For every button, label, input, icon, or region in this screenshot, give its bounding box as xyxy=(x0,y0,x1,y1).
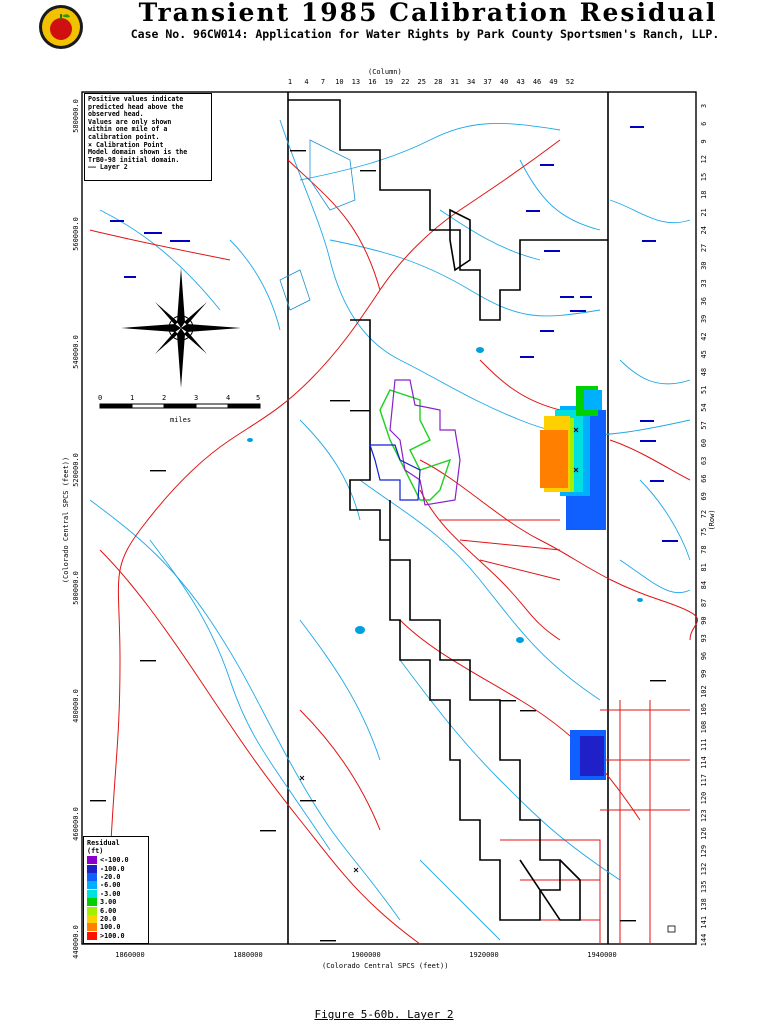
notes-box xyxy=(84,93,212,181)
legend-label: -100.0 xyxy=(100,864,125,873)
column-tick-label: 10 xyxy=(335,78,344,86)
legend-item xyxy=(87,873,145,881)
row-tick-label: 114 xyxy=(700,756,708,769)
row-tick-label: 132 xyxy=(700,862,708,876)
legend-label: 6.00 xyxy=(100,906,117,915)
row-tick-label: 93 xyxy=(700,634,708,643)
legend-swatch xyxy=(87,932,97,940)
row-tick-label: 144 xyxy=(700,933,708,947)
row-tick-label: 120 xyxy=(700,791,708,805)
row-tick-label: 123 xyxy=(700,809,708,823)
column-tick-label: 19 xyxy=(384,78,394,86)
column-tick-label: 52 xyxy=(565,78,575,86)
x-tick-label: 1880000 xyxy=(233,951,263,959)
legend-label: <-100.0 xyxy=(100,856,129,865)
row-tick-label: 24 xyxy=(700,225,708,235)
row-tick-label: 81 xyxy=(700,563,708,572)
y-tick-label: 440000.0 xyxy=(72,925,80,959)
note-line: Model domain shown is the xyxy=(88,148,188,157)
y-tick-label: 540000.0 xyxy=(72,335,80,369)
legend-item xyxy=(87,856,145,864)
legend-item xyxy=(87,864,145,872)
legend-label: 100.0 xyxy=(100,923,121,932)
legend-swatch xyxy=(87,873,97,881)
legend-item xyxy=(87,915,145,923)
legend-label: 20.0 xyxy=(100,914,117,923)
scale-bar xyxy=(100,404,260,408)
note-line: TrB0-98 initial domain. xyxy=(88,155,180,164)
note-line: calibration point. xyxy=(88,132,160,141)
row-tick-label: 30 xyxy=(700,261,708,270)
scale-tick-1: 1 xyxy=(130,394,135,402)
legend-item xyxy=(87,932,145,940)
row-tick-label: 9 xyxy=(700,139,708,144)
column-tick-label: 37 xyxy=(483,78,492,86)
scale-tick-4: 4 xyxy=(226,394,231,402)
legend-label: -6.00 xyxy=(100,881,121,890)
legend-item xyxy=(87,881,145,889)
column-tick-label: 34 xyxy=(466,78,476,86)
colorado-logo xyxy=(38,4,84,50)
column-tick-label: 4 xyxy=(304,78,309,86)
row-tick-label: 141 xyxy=(700,915,708,929)
row-tick-label: 90 xyxy=(700,616,708,625)
column-tick-label: 13 xyxy=(351,78,361,86)
row-tick-label: 39 xyxy=(700,314,708,324)
legend-label: 3.00 xyxy=(100,898,117,907)
legend-item xyxy=(87,890,145,898)
note-line: within one mile of a xyxy=(88,125,168,134)
legend-swatch xyxy=(87,915,97,923)
note-line: Positive values indicate xyxy=(88,95,184,103)
row-tick-label: 138 xyxy=(700,898,708,911)
row-tick-label: 45 xyxy=(700,350,708,359)
column-tick-label: 22 xyxy=(401,78,410,86)
legend-swatch xyxy=(87,923,97,931)
x-ticks xyxy=(115,951,617,959)
x-tick-label: 1920000 xyxy=(469,951,499,959)
row-tick-label: 15 xyxy=(700,172,708,182)
row-tick-label: 12 xyxy=(700,155,708,164)
row-tick-label: 117 xyxy=(700,773,708,787)
row-tick-label: 36 xyxy=(700,296,708,306)
legend-swatch xyxy=(87,890,97,898)
legend-item xyxy=(87,906,145,914)
y-tick-label: 480000.0 xyxy=(72,689,80,723)
legend-swatch xyxy=(87,856,97,864)
page-subtitle: Case No. 96CW014: Application for Water Rights by Park County Sportsmen's Ranch, LLP. xyxy=(130,27,720,41)
column-tick-label: 1 xyxy=(287,78,293,86)
left-axis-label: (Colorado Central SPCS (feet)) xyxy=(62,456,70,584)
y-tick-label: 500000.0 xyxy=(72,571,80,605)
row-tick-label: 102 xyxy=(700,685,708,698)
row-tick-label: 33 xyxy=(700,279,708,288)
row-tick-label: 126 xyxy=(700,827,708,840)
row-tick-label: 96 xyxy=(700,651,708,661)
row-tick-label: 48 xyxy=(700,367,708,377)
row-tick-label: 51 xyxy=(700,385,708,395)
row-tick-label: 60 xyxy=(700,438,708,448)
row-tick-label: 63 xyxy=(700,456,708,466)
row-tick-label: 105 xyxy=(700,702,708,716)
scale-tick-2: 2 xyxy=(162,394,167,402)
y-tick-label: 460000.0 xyxy=(72,807,80,841)
row-tick-label: 57 xyxy=(700,421,708,430)
residual-patch-south xyxy=(570,730,606,780)
x-tick-label: 1860000 xyxy=(115,951,145,959)
row-tick-label: 42 xyxy=(700,332,708,341)
row-tick-label: 75 xyxy=(700,527,708,537)
row-tick-label: 54 xyxy=(700,403,708,412)
x-tick-label: 1940000 xyxy=(587,951,617,959)
column-tick-label: 25 xyxy=(417,78,426,86)
legend-swatch xyxy=(87,898,97,906)
legend-label: -3.00 xyxy=(100,889,121,898)
row-tick-label: 108 xyxy=(700,720,708,734)
page-title: Transient 1985 Calibration Residual xyxy=(138,0,718,27)
legend-item xyxy=(87,898,145,906)
column-tick-label: 28 xyxy=(434,78,443,86)
note-line: predicted head above the xyxy=(88,102,184,111)
row-tick-label: 99 xyxy=(700,669,708,679)
scale-tick-3: 3 xyxy=(194,394,199,402)
column-ticks xyxy=(288,78,574,86)
top-axis-label: (Column) xyxy=(368,68,402,76)
row-tick-label: 87 xyxy=(700,598,708,608)
legend-title: Residual xyxy=(87,839,120,847)
row-tick-label: 78 xyxy=(700,545,708,554)
right-axis-label: (Row) xyxy=(708,509,716,531)
row-tick-label: 27 xyxy=(700,243,708,253)
row-tick-label: 111 xyxy=(700,738,708,752)
note-line: —— Layer 2 xyxy=(88,163,128,172)
legend-label: >100.0 xyxy=(100,931,125,940)
scale-tick-0: 0 xyxy=(98,394,103,402)
column-tick-label: 31 xyxy=(450,78,459,86)
y-tick-label: 520000.0 xyxy=(72,453,80,487)
legend-swatch xyxy=(87,881,97,889)
note-line: × Calibration Point xyxy=(88,140,164,149)
y-tick-label: 560000.0 xyxy=(72,217,80,251)
column-tick-label: 46 xyxy=(532,78,542,86)
row-tick-label: 129 xyxy=(700,844,708,858)
legend-swatch xyxy=(87,865,97,873)
row-tick-label: 6 xyxy=(700,121,708,126)
y-tick-label: 580000.0 xyxy=(72,99,80,133)
legend-swatch xyxy=(87,907,97,915)
legend-label: -20.0 xyxy=(100,872,121,881)
figure-caption: Figure 5-60b. Layer 2 xyxy=(314,1008,454,1021)
note-line: observed head. xyxy=(88,110,144,119)
scale-tick-5: 5 xyxy=(256,394,261,402)
row-tick-label: 66 xyxy=(700,474,708,483)
row-tick-label: 135 xyxy=(700,880,708,894)
row-ticks xyxy=(700,104,708,946)
column-tick-label: 43 xyxy=(516,78,525,86)
column-tick-label: 7 xyxy=(320,78,326,86)
legend-item xyxy=(87,923,145,931)
note-line: Values are only shown xyxy=(88,117,172,126)
row-tick-label: 3 xyxy=(700,103,708,109)
scale-unit: miles xyxy=(170,416,192,424)
bottom-axis-label: (Colorado Central SPCS (feet)) xyxy=(322,962,449,970)
row-tick-label: 72 xyxy=(700,509,708,519)
row-tick-label: 21 xyxy=(700,208,708,217)
column-tick-label: 40 xyxy=(499,78,509,86)
row-tick-label: 18 xyxy=(700,190,708,199)
row-tick-label: 69 xyxy=(700,492,708,501)
column-tick-label: 16 xyxy=(368,78,377,86)
legend-unit: (ft) xyxy=(87,847,104,855)
row-tick-label: 84 xyxy=(700,580,708,590)
x-tick-label: 1900000 xyxy=(351,951,381,959)
y-ticks xyxy=(72,99,80,959)
residual-legend xyxy=(83,836,149,944)
column-tick-label: 49 xyxy=(549,78,558,86)
